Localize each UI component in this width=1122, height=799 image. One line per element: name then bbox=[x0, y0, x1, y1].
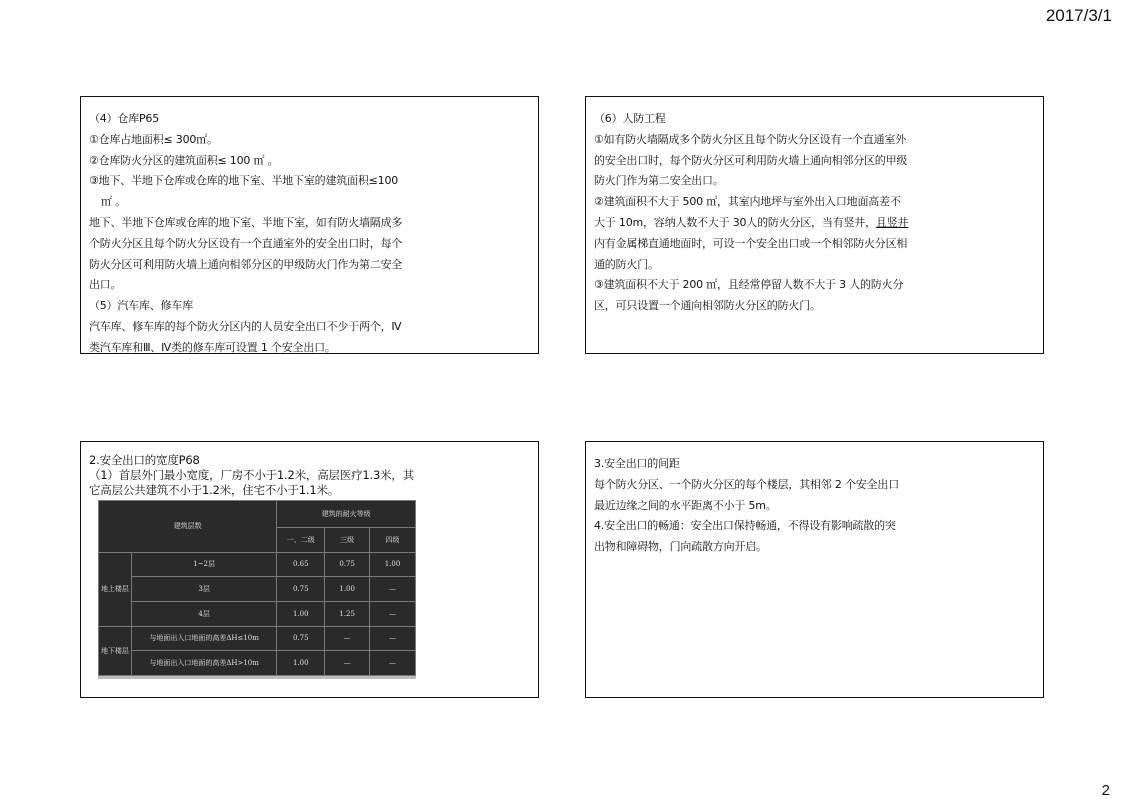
header-fire-rating: 建筑的耐火等级 bbox=[277, 501, 416, 528]
text-line: ③地下、半地下仓库或仓库的地下室、半地下室的建筑面积≤100 bbox=[89, 174, 399, 188]
text-line: 每个防火分区、一个防火分区的每个楼层，其相邻 2 个安全出口 bbox=[594, 477, 899, 491]
exit-width-table bbox=[98, 500, 416, 676]
heading-exit-spacing: 3.安全出口的间距 bbox=[594, 457, 680, 470]
slide-exit-spacing bbox=[585, 441, 1044, 698]
value-cell: 1.25 bbox=[325, 601, 370, 626]
value-cell: 0.75 bbox=[277, 626, 325, 651]
text-line: ②仓库防火分区的建筑面积≤ 100 ㎡ 。 bbox=[89, 153, 279, 167]
value-cell: 1.00 bbox=[277, 651, 325, 676]
heading-exit-clear: 4.安全出口的畅通：安全出口保持畅通，不得设有影响疏散的突 bbox=[594, 519, 896, 533]
text-line: 防火分区可利用防火墙上通向相邻分区的甲级防火门作为第二安全 bbox=[89, 257, 403, 271]
page-date: 2017/3/1 bbox=[1045, 6, 1112, 25]
text-line: 出物和障碍物，门向疏散方向开启。 bbox=[594, 540, 767, 554]
value-cell: — bbox=[370, 601, 416, 626]
text-line: 类汽车库和Ⅲ、Ⅳ类的修车库可设置 1 个安全出口。 bbox=[89, 340, 336, 354]
value-cell: 1.00 bbox=[325, 577, 370, 602]
value-cell: — bbox=[370, 577, 416, 602]
text-line: ①如有防火墙隔成多个防火分区且每个防火分区设有一个直通室外 bbox=[594, 132, 907, 146]
heading-garage: （5）汽车库、修车库 bbox=[89, 299, 193, 313]
slide-civil-defense bbox=[585, 96, 1044, 354]
value-cell: — bbox=[325, 626, 370, 651]
floor-cell: 1~2层 bbox=[131, 552, 277, 577]
heading-exit-width: 2.安全出口的宽度P68 bbox=[89, 453, 200, 467]
header-grade-1-2: 一、二级 bbox=[277, 527, 325, 552]
floor-cell: 与地面出入口地面的高差ΔH≤10m bbox=[131, 626, 277, 651]
text-line: 防火门作为第二安全出口。 bbox=[594, 174, 724, 188]
value-cell: 0.65 bbox=[277, 552, 325, 577]
header-floors: 建筑层数 bbox=[99, 501, 277, 553]
underlined-text: 且竖井 bbox=[875, 215, 909, 229]
table-row bbox=[99, 577, 416, 602]
group-above-ground: 地上楼层 bbox=[99, 552, 132, 626]
text-line: 它高层公共建筑不小于1.2米，住宅不小于1.1米。 bbox=[89, 483, 340, 497]
text-line: 出口。 bbox=[89, 278, 122, 292]
header-grade-3: 三级 bbox=[325, 527, 370, 552]
text-line: 个防火分区且每个防火分区设有一个直通室外的安全出口时，每个 bbox=[89, 236, 403, 250]
text-line: 内有金属梯直通地面时，可设一个安全出口或一个相邻防火分区相 bbox=[594, 236, 908, 250]
text-line: 通的防火门。 bbox=[594, 257, 659, 271]
value-cell: 0.75 bbox=[277, 577, 325, 602]
text-line: 地下、半地下仓库或仓库的地下室、半地下室，如有防火墙隔成多 bbox=[89, 215, 403, 229]
value-cell: — bbox=[370, 651, 416, 676]
value-cell: 1.00 bbox=[370, 552, 416, 577]
value-cell: 0.75 bbox=[325, 552, 370, 577]
floor-cell: 4层 bbox=[131, 601, 277, 626]
text-line bbox=[594, 213, 1035, 234]
value-cell: 1.00 bbox=[277, 601, 325, 626]
table-row bbox=[99, 651, 416, 676]
table-row bbox=[99, 626, 416, 651]
heading-civil-defense: （6）人防工程 bbox=[594, 112, 666, 125]
heading-warehouse: （4）仓库P65 bbox=[89, 112, 160, 125]
value-cell: — bbox=[370, 626, 416, 651]
text-line: ③建筑面积不大于 200 ㎡，且经常停留人数不大于 3 人的防火分 bbox=[594, 278, 904, 292]
slide-exit-width bbox=[80, 441, 539, 698]
text-line: 区，可只设置一个通向相邻防火分区的防火门。 bbox=[594, 299, 821, 313]
text-line: ㎡ 。 bbox=[101, 195, 126, 209]
slide-warehouse-garage bbox=[80, 96, 539, 354]
group-underground: 地下楼层 bbox=[99, 626, 132, 675]
text-line: ②建筑面积不大于 500 ㎡，其室内地坪与室外出入口地面高差不 bbox=[594, 195, 901, 209]
page-number: 2 bbox=[1101, 782, 1110, 799]
exit-width-table-image bbox=[98, 500, 416, 679]
floor-cell: 3层 bbox=[131, 577, 277, 602]
table-row bbox=[99, 552, 416, 577]
text-segment: 大于 10m，容纳人数不大于 30人的防火分区，当有竖井， bbox=[594, 215, 876, 229]
floor-cell: 与地面出入口地面的高差ΔH>10m bbox=[131, 651, 277, 676]
text-line: （1）首层外门最小宽度，厂房不小于1.2米，高层医疗1.3米，其 bbox=[89, 468, 414, 482]
header-grade-4: 四级 bbox=[370, 527, 416, 552]
value-cell: — bbox=[325, 651, 370, 676]
table-row bbox=[99, 601, 416, 626]
text-line: ①仓库占地面积≤ 300㎡。 bbox=[89, 132, 218, 146]
text-line: 汽车库、修车库的每个防火分区内的人员安全出口不少于两个，Ⅳ bbox=[89, 319, 402, 333]
text-line: 最近边缘之间的水平距离不小于 5m。 bbox=[594, 498, 777, 512]
text-line: 的安全出口时，每个防火分区可利用防火墙上通向相邻分区的甲级 bbox=[594, 153, 908, 167]
